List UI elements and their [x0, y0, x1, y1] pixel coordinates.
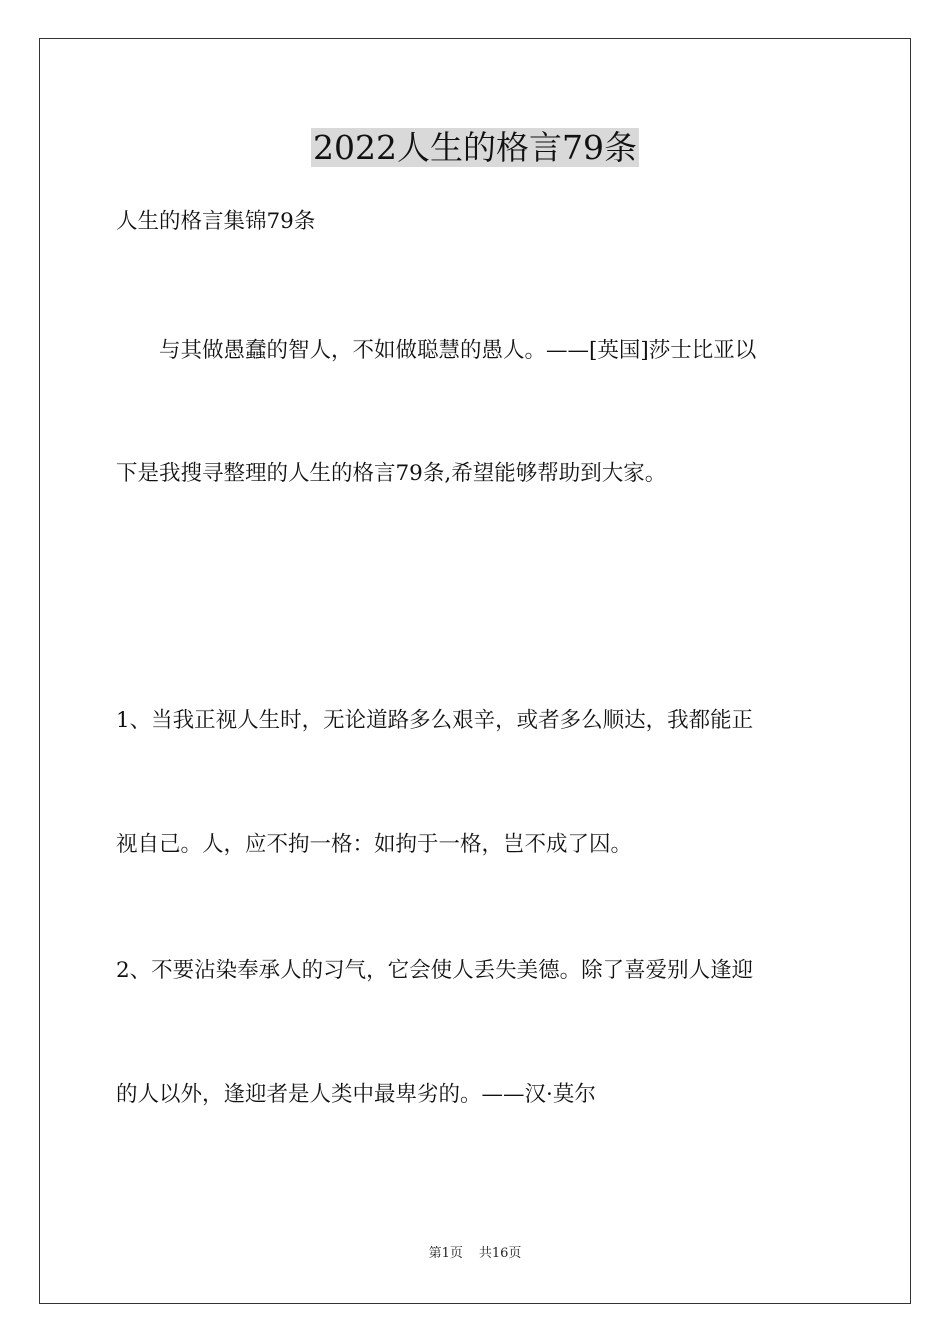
paragraph-line-2: 下是我搜寻整理的人生的格言79条,希望能够帮助到大家。 — [116, 461, 667, 486]
paragraph-line-4: 视自己。人，应不拘一格：如拘于一格，岂不成了囚。 — [116, 832, 633, 857]
document-title — [0, 126, 950, 170]
paragraph-line-5: 2、不要沾染奉承人的习气，它会使人丢失美德。除了喜爱别人逢迎 — [116, 958, 754, 983]
page-footer — [0, 1245, 950, 1263]
paragraph-line-1: 与其做愚蠢的智人，不如做聪慧的愚人。——[英国]莎士比亚以 — [116, 338, 757, 363]
page-total: 共16页 — [478, 1246, 522, 1261]
paragraph-line-6: 的人以外，逢迎者是人类中最卑劣的。——汉·莫尔 — [116, 1082, 596, 1107]
paragraph-line-3: 1、当我正视人生时，无论道路多么艰辛，或者多么顺达，我都能正 — [116, 708, 754, 733]
document-title-text: 2022人生的格言79条 — [313, 128, 637, 167]
page-number: 第1页 — [428, 1246, 463, 1261]
document-subtitle: 人生的格言集锦79条 — [116, 209, 316, 234]
